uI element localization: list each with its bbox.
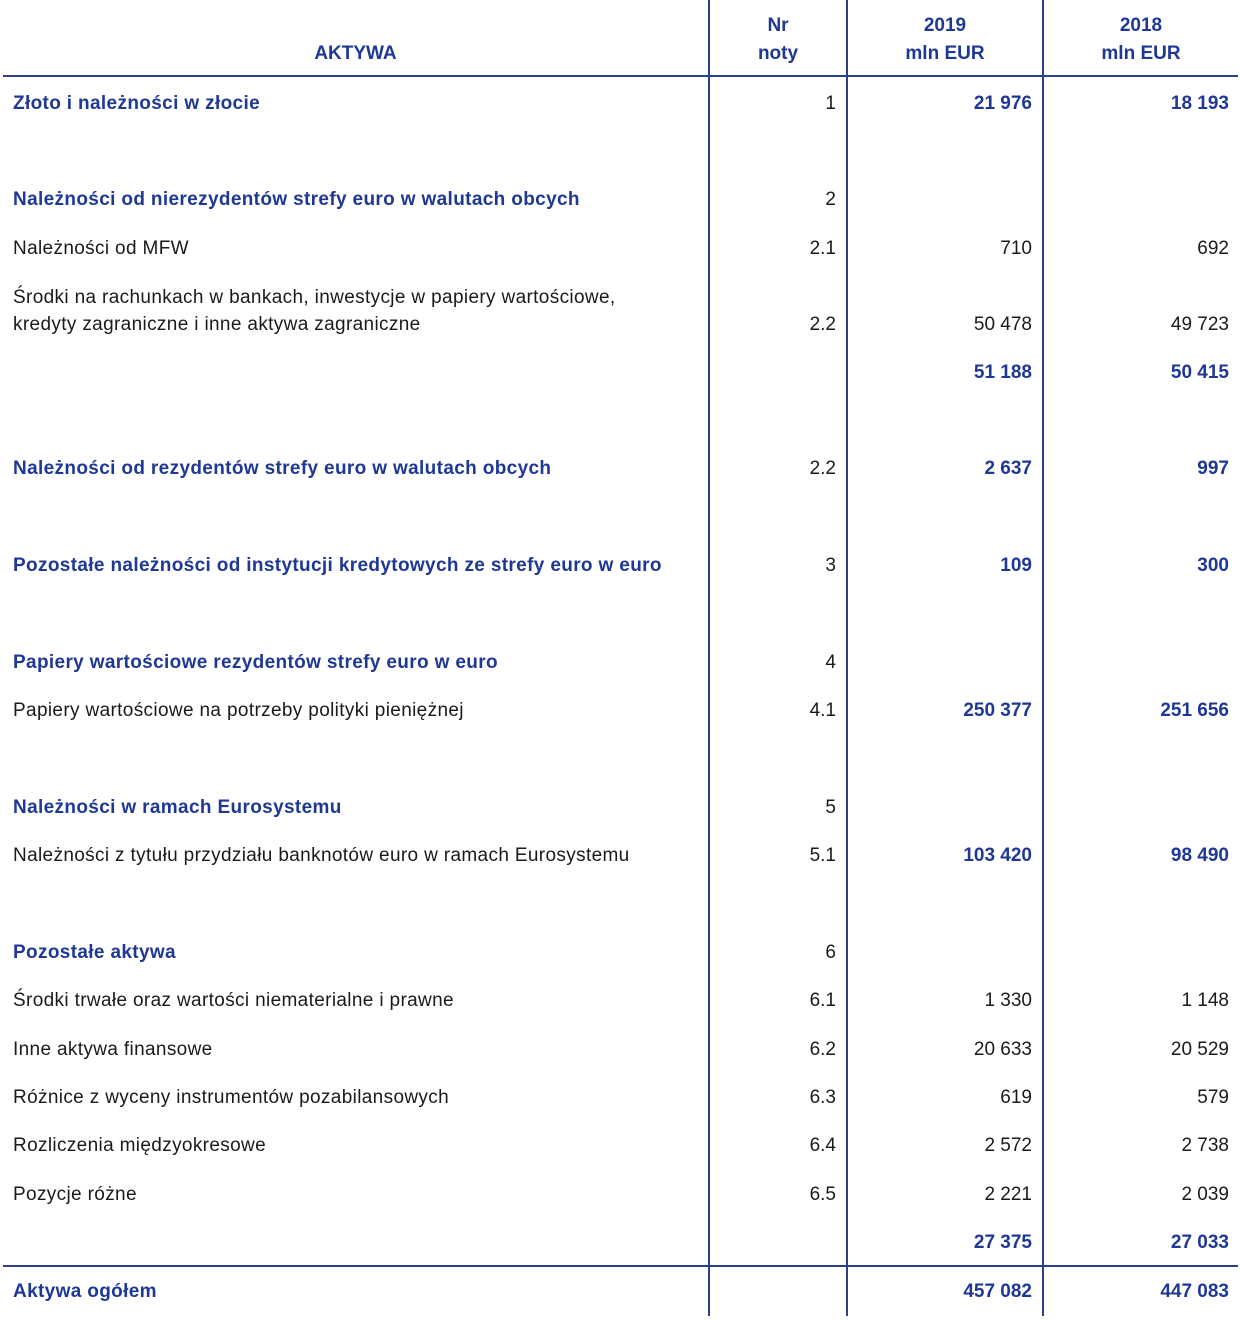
header-2019 (848, 12, 1042, 68)
row-label-line2: kredyty zagraniczne i inne aktywa zagraniczne (13, 314, 421, 335)
row-note: 2.2 (809, 458, 836, 479)
row-label: Papiery wartościowe rezydentów strefy euro w euro (13, 652, 498, 673)
row-value-2018: 579 (1197, 1087, 1229, 1108)
row-label: Aktywa ogółem (13, 1281, 157, 1302)
row-subtotal-fx (0, 359, 1240, 386)
row-note: 4 (825, 652, 836, 673)
row-label (13, 284, 703, 338)
row-value-2019: 103 420 (963, 845, 1032, 866)
row-label: Należności w ramach Eurosystemu (13, 797, 342, 818)
row-value-2018: 997 (1197, 458, 1229, 479)
row-label: Złoto i należności w złocie (13, 93, 260, 114)
row-value-2018: 50 415 (1170, 362, 1229, 383)
row-value-2019: 2 637 (984, 458, 1032, 479)
row-claims-imf (0, 235, 1240, 262)
row-value-2019: 21 976 (973, 93, 1032, 114)
row-value-2019: 1 330 (984, 990, 1032, 1011)
row-total-assets (0, 1278, 1240, 1305)
row-value-2018: 98 490 (1170, 845, 1229, 866)
row-label: Należności od rezydentów strefy euro w walutach obcych (13, 458, 552, 479)
row-note: 2.1 (809, 238, 836, 259)
row-value-2018: 20 529 (1170, 1039, 1229, 1060)
row-value-2019: 51 188 (973, 362, 1032, 383)
row-value-2018: 2 039 (1181, 1184, 1229, 1205)
row-monetary-policy-securities (0, 697, 1240, 724)
header-assets: AKTYWA (314, 43, 397, 64)
row-note: 6.3 (809, 1087, 836, 1108)
row-label-line1: Środki na rachunkach w bankach, inwestycje w papiery wartościowe, (13, 287, 616, 308)
row-value-2019: 619 (1000, 1087, 1032, 1108)
row-value-2018: 27 033 (1170, 1232, 1229, 1253)
row-label: Pozycje różne (13, 1184, 137, 1205)
row-label: Środki trwałe oraz wartości niematerialne i prawne (13, 990, 454, 1011)
row-value-2018: 1 148 (1181, 990, 1229, 1011)
header-2019-unit: mln EUR (905, 43, 985, 64)
row-value-2019: 457 082 (963, 1281, 1032, 1302)
row-value-2019: 250 377 (963, 700, 1032, 721)
row-note: 6.4 (809, 1135, 836, 1156)
row-note: 3 (825, 555, 836, 576)
row-value-2018: 447 083 (1160, 1281, 1229, 1302)
row-label: Inne aktywa finansowe (13, 1039, 213, 1060)
header-note-line1: Nr (767, 15, 789, 36)
row-intra-eurosystem-claims (0, 794, 1240, 821)
row-label: Różnice z wyceny instrumentów pozabilansowych (13, 1087, 450, 1108)
row-value-2019: 2 221 (984, 1184, 1032, 1205)
row-claims-residents-fx (0, 455, 1240, 482)
row-value-2018: 18 193 (1170, 93, 1229, 114)
row-banknote-allocation (0, 842, 1240, 869)
header-2019-year: 2019 (923, 15, 967, 36)
row-value-2018: 2 738 (1181, 1135, 1229, 1156)
row-value-2018: 692 (1197, 238, 1229, 259)
row-note: 2 (825, 189, 836, 210)
row-sundry (0, 1181, 1240, 1208)
row-note: 2.2 (809, 314, 836, 335)
row-other-assets (0, 939, 1240, 966)
row-gold (0, 90, 1240, 117)
row-value-2019: 2 572 (984, 1135, 1032, 1156)
row-claims-nonresidents-fx (0, 186, 1240, 213)
header-note-number (710, 12, 846, 68)
row-value-2019: 109 (1000, 555, 1032, 576)
row-note: 6.1 (809, 990, 836, 1011)
row-value-2019: 50 478 (973, 314, 1032, 335)
row-securities-residents (0, 649, 1240, 676)
row-off-balance-revaluation (0, 1084, 1240, 1111)
row-fixed-assets (0, 987, 1240, 1014)
row-value-2019: 27 375 (973, 1232, 1032, 1253)
row-label: Rozliczenia międzyokresowe (13, 1135, 267, 1156)
header-2018-year: 2018 (1119, 15, 1163, 36)
row-note: 6.5 (809, 1184, 836, 1205)
row-value-2019: 20 633 (973, 1039, 1032, 1060)
row-value-2018: 300 (1197, 555, 1229, 576)
row-label: Papiery wartościowe na potrzeby polityki pieniężnej (13, 700, 464, 721)
row-other-financial-assets (0, 1036, 1240, 1063)
row-note: 6 (825, 942, 836, 963)
row-note: 1 (825, 93, 836, 114)
row-accruals (0, 1132, 1240, 1159)
header-note-line2: noty (757, 43, 799, 64)
row-note: 6.2 (809, 1039, 836, 1060)
total-rule (3, 1265, 1238, 1267)
header-rule (3, 75, 1238, 77)
row-value-2019: 710 (1000, 238, 1032, 259)
row-note: 5 (825, 797, 836, 818)
row-value-2018: 49 723 (1170, 314, 1229, 335)
row-label: Należności od MFW (13, 238, 189, 259)
row-label: Należności z tytułu przydziału banknotów euro w ramach Eurosystemu (13, 845, 630, 866)
row-note: 4.1 (809, 700, 836, 721)
row-other-claims-credit-institutions (0, 552, 1240, 579)
row-label: Pozostałe należności od instytucji kredytowych ze strefy euro w euro (13, 555, 662, 576)
header-2018-unit: mln EUR (1101, 43, 1181, 64)
row-subtotal-other-assets (0, 1229, 1240, 1256)
row-label: Należności od nierezydentów strefy euro w walutach obcych (13, 189, 580, 210)
row-bank-balances (0, 284, 1240, 338)
row-note: 5.1 (809, 845, 836, 866)
row-label: Pozostałe aktywa (13, 942, 176, 963)
header-2018 (1044, 12, 1238, 68)
row-value-2018: 251 656 (1160, 700, 1229, 721)
